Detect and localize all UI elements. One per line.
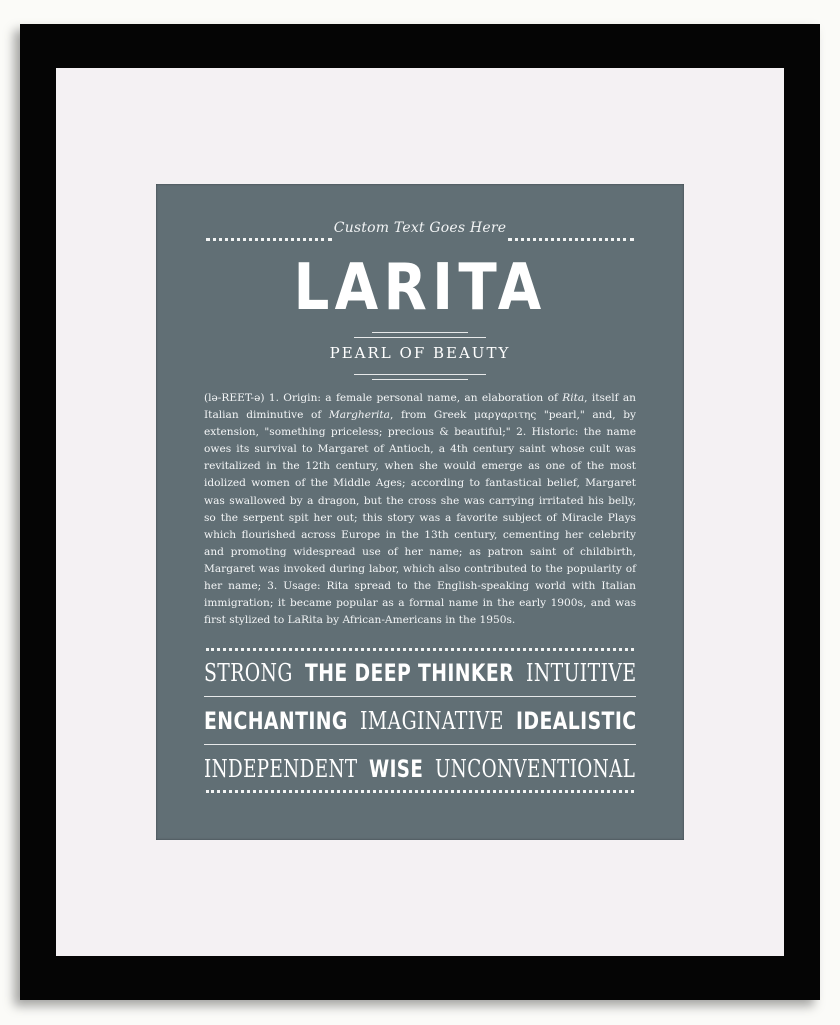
name-definition bbox=[204, 390, 636, 629]
definition-italic-margherita: Margherita bbox=[328, 409, 390, 422]
trait-intuitive: INTUITIVE bbox=[525, 659, 637, 687]
trait-row-divider-2 bbox=[204, 744, 636, 745]
traits-bottom-dotted-divider bbox=[206, 790, 634, 793]
name-underline-2 bbox=[354, 337, 486, 338]
name-underline bbox=[372, 332, 468, 333]
trait-unconventional: UNCONVENTIONAL bbox=[435, 755, 636, 783]
trait-wise: WISE bbox=[369, 755, 424, 783]
traits-top-dotted-divider bbox=[206, 648, 634, 651]
trait-independent: INDEPENDENT bbox=[204, 755, 358, 783]
trait-row-3 bbox=[204, 750, 636, 788]
name-meaning: PEARL OF BEAUTY bbox=[329, 344, 511, 362]
trait-row-2 bbox=[204, 702, 636, 740]
trait-strong: STRONG bbox=[204, 659, 293, 687]
trait-row-1 bbox=[204, 654, 636, 692]
meaning-underline-2 bbox=[372, 379, 468, 380]
trait-row-divider-1 bbox=[204, 696, 636, 697]
custom-text: Custom Text Goes Here bbox=[333, 220, 507, 236]
trait-enchanting: ENCHANTING bbox=[204, 707, 348, 735]
name-print-panel bbox=[156, 184, 684, 840]
trait-idealistic: IDEALISTIC bbox=[515, 707, 637, 735]
top-right-dotted-divider bbox=[508, 238, 634, 241]
definition-italic-rita: Rita bbox=[562, 392, 585, 404]
name-title: LARITA bbox=[293, 251, 547, 325]
definition-text-3: , from Greek μαργαριτης "pearl," and, by extension, "something priceless; precious & beautiful;" 2. Historic: the name owes its survival to Margaret of Antioch, a 4th century saint whose cult was revitalized in the 12th century, when she would emerge as one of the most idolized women of the Middle Ages; according to fantastical belief, Margaret was swallowed by a dragon, but the cross she was carrying irritated his belly, so the serpent spit her out; this story was a favorite subject of Miracle Plays which flourished across Europe in the 13th century, cementing her celebrity and promoting widespread use of her name; as patron saint of childbirth, Margaret was invoked during labor, which also contributed to the popularity of her name; 3. Usage: Rita spread to the English-speaking world with Italian immigration; it became popular as a formal name in the early 1900s, and was first stylized to LaRita by African-Americans in the 1950s. bbox=[204, 409, 636, 627]
definition-text-1: (lə-REET-ə) 1. Origin: a female personal name, an elaboration of bbox=[204, 392, 563, 404]
trait-the-deep-thinker: THE DEEP THINKER bbox=[304, 659, 514, 687]
definition-text-2: , itself an Italian diminutive of bbox=[204, 392, 637, 422]
trait-imaginative: IMAGINATIVE bbox=[359, 707, 504, 735]
meaning-underline bbox=[354, 374, 486, 375]
top-left-dotted-divider bbox=[206, 238, 332, 241]
